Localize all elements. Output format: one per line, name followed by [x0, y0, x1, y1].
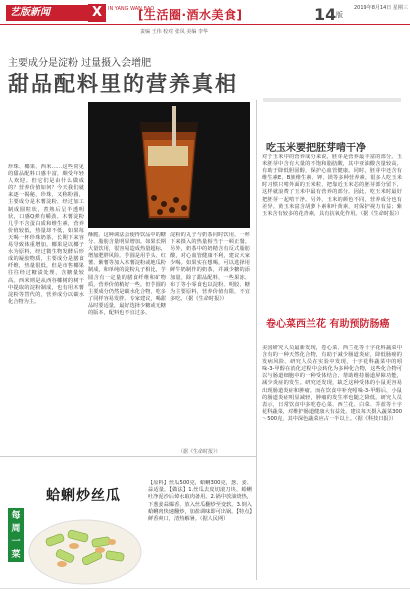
cabbage-headline: 卷心菜西兰花 有助预防肠癌: [266, 319, 390, 330]
tea-cup-illustration: [88, 102, 250, 228]
issue-date: 2019年8月14日 星期三: [354, 5, 408, 11]
recipe-body: [148, 480, 252, 580]
right-top-bar: [263, 98, 401, 102]
logo-subtext: IN YANG WAN BAO: [108, 6, 155, 12]
article-column-3: 淀粉的丸子与奶茶同时饮用，一杯下来摄入的热量相当于一顿正餐。另外，奶茶中的奶精含有反式脂肪酸，对心血管健康不利，建议大家少喝。如果实在想喝，可以选择用鲜牛奶制作的奶茶，并减少糖的添加量。除了甜品配料，一些果冻、布丁等小零食也以淀粉、明胶、糖为主要原料，营养价值有限，不宜多吃。（据《生命时报》）: [170, 232, 250, 302]
column-divider: [256, 100, 257, 580]
tag-char: 一: [11, 537, 21, 547]
article-column-1: 珍珠、椰果、西米……这些常见的甜品配料口感丰富，颇受年轻人欢迎。但它们是由什么做成的？营养价值如何？今天我们就来逐一揭秘。珍珠，又称粉圆，主要成分是木薯淀粉，经过加工制成圆粒状，煮熟后呈半透明状，口感Q弹有嚼劲。木薯淀粉几乎不含蛋白质和维生素，营养价值较低，热量却不低，如果每天喝一杯珍珠奶茶，长期下来容易导致体重增加。椰果是以椰子水为原料，经过微生物发酵后形成的凝胶物质，主要成分是膳食纤维，热量很低，但是市售椰果往往经过糖渍处理，含糖量较高。西米则是从西谷椰树的树干中提取的淀粉制成，也有用木薯淀粉等替代的，营养成分以碳水化合物为主。: [8, 164, 84, 305]
corn-article-body: 对于玉米中的营养成分来说，胚芽是营养最丰富的部分。玉米胚芽中含有大量的不饱和脂肪酸，其中亚油酸含量较高，有助于降低胆固醇，保护心血管健康。同时，胚芽中还含有维生素E、B族维生素、钾、镁等多种营养素。很多人吃玉米时习惯只啃外面的玉米粒，把靠近玉米芯的胚芽部分留下，这样就浪费了玉米中最有营养的部分。因此，吃玉米时最好把胚芽一起啃干净。另外，玉米的颜色不同，营养成分也有差异。黄玉米富含胡萝卜素和叶黄素，对保护视力有益；紫玉米含有较多的花青素，具有抗氧化作用。（据《生命时报》）: [262, 154, 402, 217]
x-logo-icon: X: [88, 4, 106, 22]
article-column-2: 酥脆、这种调法会使得饮品中的糖分、脂肪含量明显增加。如果长期大量饮用，很容易造成热量超标，增加肥胖风险。芋圆是用芋头、红薯、紫薯等加入木薯淀粉或地瓜粉制成，和单纯的淀粉丸子相比，芋圆含有一定量的膳食纤维和矿物质，营养价值稍好一些。但芋圆的主要成分仍然是碳水化合物，吃多了同样容易发胖。专家建议，喝甜品时要适量，最好选择少糖或无糖的版本，配料也不宜过多。: [88, 232, 166, 317]
header-rule: [0, 24, 410, 25]
editor-credits: 责编 王伟 校对 张凤 美编 李华: [140, 29, 208, 35]
page-label: 版: [336, 11, 343, 19]
section-title: [生活圈·酒水美食]: [138, 8, 243, 22]
newspaper-logo: 艺版新闻: [6, 5, 90, 21]
tag-char: 菜: [11, 550, 21, 560]
page-number: 14: [314, 5, 337, 24]
section-rule: [0, 456, 256, 457]
stir-fry-illustration: [26, 502, 144, 588]
article-deck: 主要成分是淀粉 过量摄入会增肥: [8, 58, 152, 69]
recipe-text: 【原料】丝瓜500克，蛤蜊300克，葱、姜、蒜适量。【做法】1.丝瓜去皮切滚刀块，蛤蜊吐净泥沙后焯水取肉备用。2.锅中放油烧热，下葱姜蒜爆香，放入丝瓜翻炒至变软。3.倒入蛤蜊肉快速翻炒，加盐调味即可出锅。【特点】鲜香爽口，清热解暑。（据人民网）: [148, 480, 252, 523]
tag-char: 周: [11, 524, 21, 534]
article-source: （据《生命时报》）: [178, 449, 221, 455]
corn-headline: 吃玉米要把胚芽啃干净: [266, 143, 366, 154]
recipe-title: 蛤蜊炒丝瓜: [46, 488, 121, 504]
tag-char: 每: [11, 511, 21, 521]
article-headline: 甜品配料里的营养真相: [8, 72, 238, 96]
cabbage-article-body: 美国研究人员最新发现，卷心菜、西兰花等十字花科蔬菜中含有的一种天然化合物，有助于减少肠道炎症，降低肠癌的发病风险。研究人员在实验中发现，十字花科蔬菜中的吲哚-3-甲醇在消化过程中会转化为多种化合物，这些化合物可以与肠道细胞中的一种受体结合，帮助维持肠道屏障功能，减少炎症的发生。研究还发现，缺乏这种受体的小鼠更容易出现肠道炎症和肿瘤。而在饮食中补充吲哚-3-甲醇后，小鼠的肠道炎症明显减轻，肿瘤的发生率也随之降低。研究人员表示，日常饮食中多吃卷心菜、西兰花、白菜、芥蓝等十字花科蔬菜，对维护肠道健康大有益处。建议每天摄入蔬菜300～500克，其中深色蔬菜应占一半以上。（据《科技日报》）: [262, 345, 402, 422]
page-bottom-rule: [0, 588, 410, 589]
weekly-dish-tag: [8, 508, 24, 562]
